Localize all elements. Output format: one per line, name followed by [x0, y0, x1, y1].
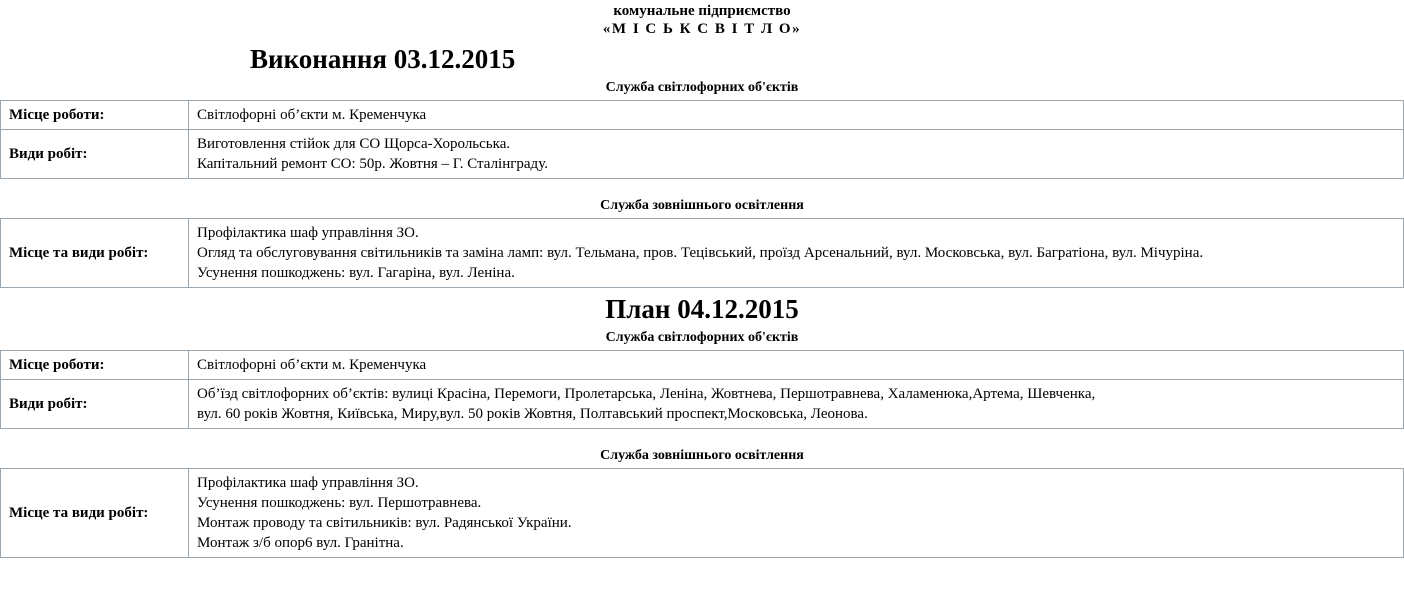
value-line: вул. 60 років Жовтня, Київська, Миру,вул. 50 років Жовтня, Полтавський проспект,Московська, Леонова. — [197, 406, 868, 422]
value-line: Світлофорні об’єкти м. Кременчука — [197, 357, 427, 373]
table-row — [1, 219, 1404, 288]
block-title-vykonannia: Виконання 03.12.2015 — [250, 44, 516, 74]
row-value — [189, 351, 1404, 380]
value-line: Усунення пошкоджень: вул. Першотравнева. — [197, 495, 482, 511]
block-title-plan: План 04.12.2015 — [605, 294, 799, 324]
organization-line-2: «М І С Ь К С В І Т Л О» — [602, 21, 802, 37]
row-label: Види робіт: — [1, 130, 189, 179]
organization-line-1: комунальне підприємство — [613, 3, 791, 19]
section-heading-street-lighting-1: Служба зовнішнього освітлення — [600, 198, 804, 213]
value-line: Профілактика шаф управління ЗО. — [197, 225, 419, 241]
row-label: Місце та види робіт: — [1, 219, 189, 288]
table-row — [1, 380, 1404, 429]
organization-header — [0, 0, 1404, 38]
table-vykonannia-traffic-lights — [0, 100, 1404, 179]
table-plan-street-lighting — [0, 468, 1404, 558]
table-vykonannia-street-lighting — [0, 218, 1404, 288]
value-line: Усунення пошкоджень: вул. Гагаріна, вул. Леніна. — [197, 265, 515, 281]
row-value — [189, 469, 1404, 558]
row-label: Місце роботи: — [1, 351, 189, 380]
value-line: Монтаж проводу та світильників: вул. Радянської України. — [197, 515, 572, 531]
row-label: Місце та види робіт: — [1, 469, 189, 558]
section-heading-traffic-lights-2: Служба світлофорних об'єктів — [605, 330, 799, 345]
table-row — [1, 101, 1404, 130]
table-row — [1, 351, 1404, 380]
value-line: Об’їзд світлофорних об’єктів: вулиці Красіна, Перемоги, Пролетарська, Леніна, Жовтнева, Першотравнева, Халаменюка,Артема, Шевченка, — [197, 386, 1096, 402]
section-heading-street-lighting-2: Служба зовнішнього освітлення — [600, 448, 804, 463]
row-label: Види робіт: — [1, 380, 189, 429]
value-line: Капітальний ремонт СО: 50р. Жовтня – Г. Сталінграду. — [197, 156, 548, 172]
value-line: Виготовлення стійок для СО Щорса-Хорольська. — [197, 136, 511, 152]
row-value — [189, 130, 1404, 179]
value-line: Огляд та обслуговування світильників та заміна ламп: вул. Тельмана, пров. Тецівський, проїзд Арсенальний, вул. Московська, вул. Багратіона, вул. Мічуріна. — [197, 245, 1204, 261]
row-value — [189, 101, 1404, 130]
row-value — [189, 380, 1404, 429]
table-row — [1, 469, 1404, 558]
section-heading-traffic-lights-1: Служба світлофорних об'єктів — [605, 80, 799, 95]
table-row — [1, 130, 1404, 179]
value-line: Профілактика шаф управління ЗО. — [197, 475, 419, 491]
row-value — [189, 219, 1404, 288]
table-plan-traffic-lights — [0, 350, 1404, 429]
value-line: Світлофорні об’єкти м. Кременчука — [197, 107, 427, 123]
value-line: Монтаж з/б опор6 вул. Гранітна. — [197, 535, 404, 551]
row-label: Місце роботи: — [1, 101, 189, 130]
